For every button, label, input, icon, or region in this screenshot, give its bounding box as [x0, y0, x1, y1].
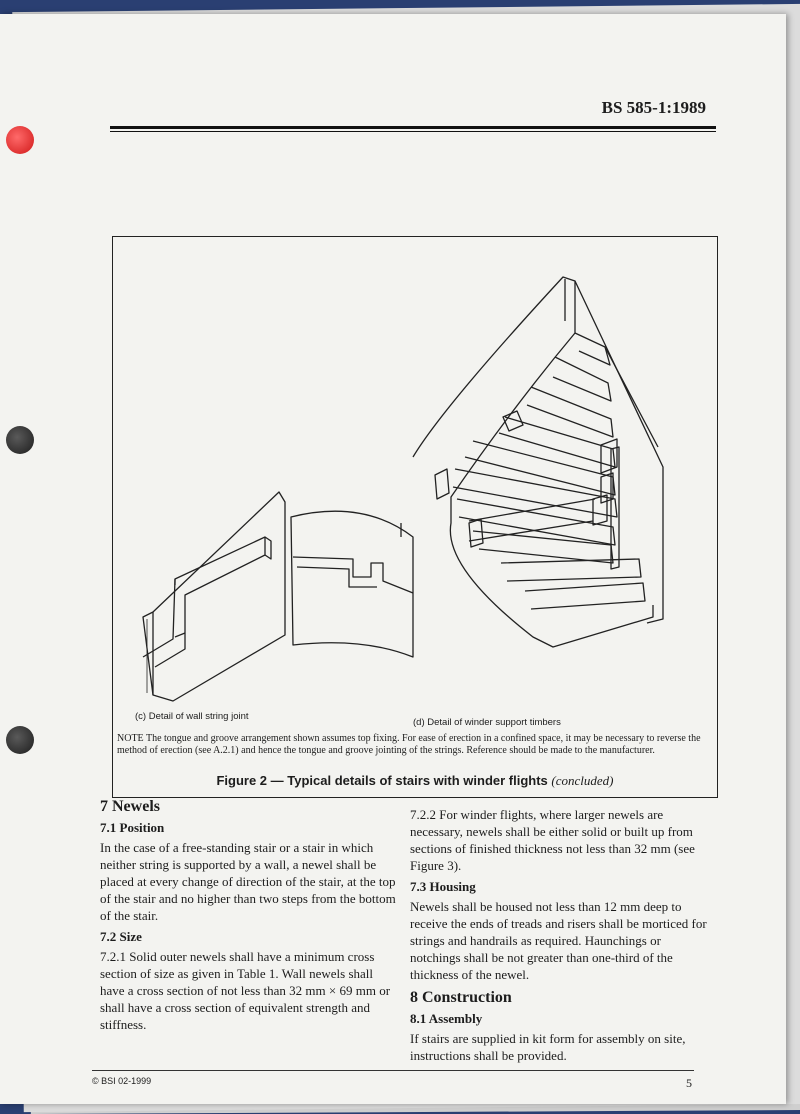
standard-code: BS 585-1:1989 [601, 98, 706, 117]
paragraph: In the case of a free-standing stair or a stair in which neither string is supported by a wall, a newel shall be placed at every change of direction of the stair, at the top of the stair and no higher than two steps from the bottom of the stair. [100, 840, 396, 923]
header-rule [110, 131, 716, 132]
header-rule [110, 126, 716, 129]
footer-rule [92, 1070, 694, 1071]
subsection-heading: 7.3 Housing [410, 879, 476, 894]
punch-hole-icon [6, 726, 34, 754]
wall-string-right-piece [291, 511, 413, 657]
section-heading: 8 Construction [410, 989, 512, 1006]
wall-string-left-piece [143, 492, 285, 701]
figure-caption-c: (c) Detail of wall string joint [135, 711, 249, 722]
paragraph: 7.2.2 For winder flights, where larger newels are necessary, newels shall be either solid or built up from sections of finished thickness not less than 32 mm (see Figure 3). [410, 807, 695, 873]
section-heading: 7 Newels [100, 798, 160, 815]
figure-title-text: Figure 2 — Typical details of stairs with winder flights [216, 773, 548, 788]
figure-title-suffix: (concluded) [551, 773, 614, 788]
winder-stair [413, 277, 663, 647]
document-page [0, 14, 786, 1104]
page-number: 5 [686, 1076, 692, 1090]
paragraph: 7.2.1 Solid outer newels shall have a minimum cross section of size as given in Table 1. Wall newels shall have a cross section of not less than 32 mm × 69 mm or shall have a cross section of equivalent strength and stiffness. [100, 949, 391, 1032]
figure-note: NOTE The tongue and groove arrangement shown assumes top fixing. For ease of erection in a confined space, it may be necessary to reverse the method of erection (see A.2.1) and hence the tongue and groove jointing of the strings. Reference should be made to the manufacturer. [117, 733, 701, 756]
figure-2 [112, 236, 718, 798]
paragraph: If stairs are supplied in kit form for assembly on site, instructions shall be provided. [410, 1031, 686, 1063]
punch-hole-icon [6, 426, 34, 454]
subsection-heading: 7.2 Size [100, 929, 142, 944]
figure-title [113, 773, 717, 789]
copyright: © BSI 02-1999 [92, 1076, 152, 1086]
subsection-heading: 8.1 Assembly [410, 1011, 483, 1026]
paragraph: Newels shall be housed not less than 12 mm deep to receive the ends of treads and risers shall be morticed for strings and handrails as required. Haunchings or notchings shall be not greater than one-third of the thickness of the newel. [410, 899, 707, 982]
subsection-heading: 7.1 Position [100, 820, 165, 835]
right-column [410, 798, 710, 1067]
left-column [100, 798, 396, 1036]
figure-caption-d: (d) Detail of winder support timbers [413, 717, 561, 728]
punch-hole-icon [6, 126, 34, 154]
